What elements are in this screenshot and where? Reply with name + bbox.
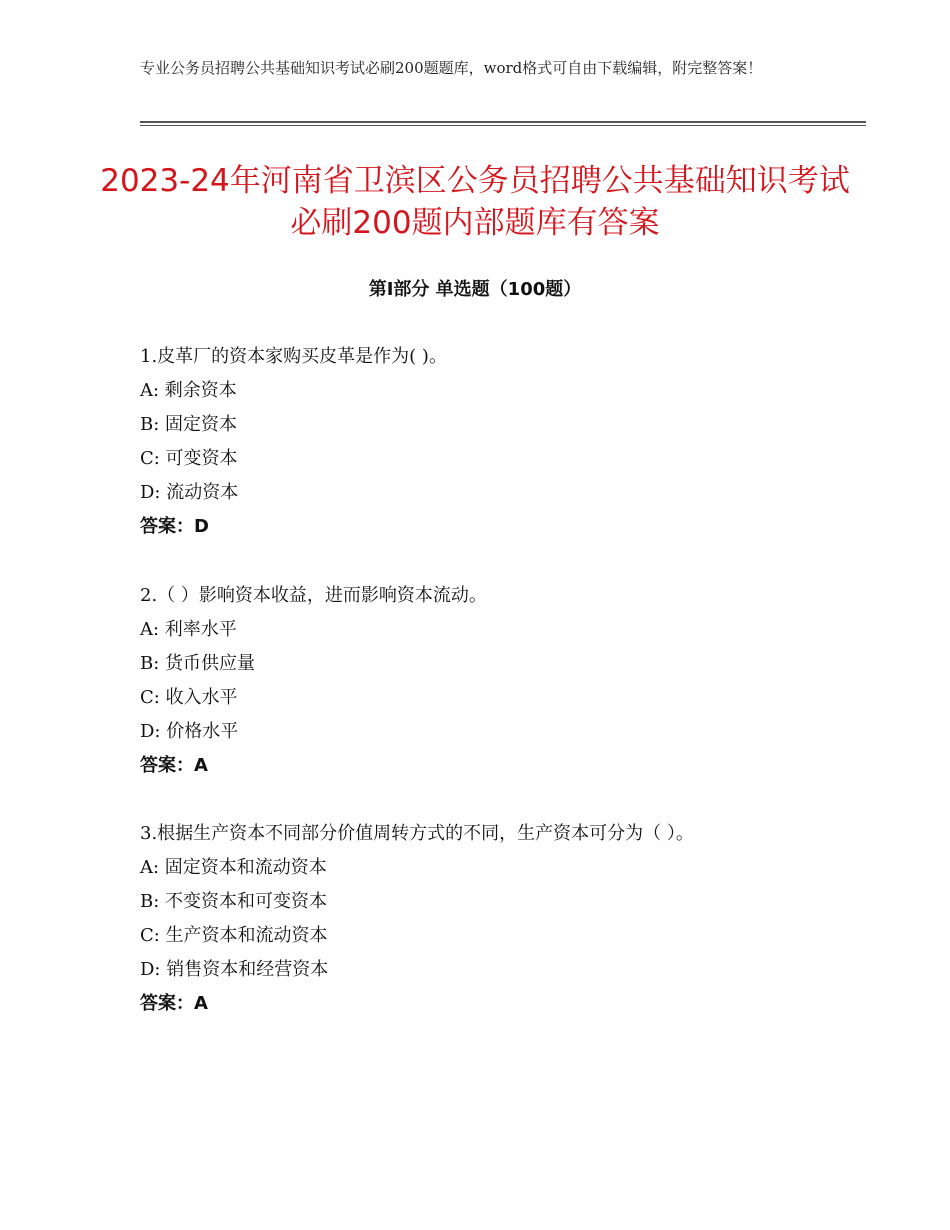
option-b: B: 货币供应量 <box>140 653 256 674</box>
option-d: D: 价格水平 <box>140 721 239 742</box>
header-divider <box>140 121 866 123</box>
question-stem: 3.根据生产资本不同部分价值周转方式的不同，生产资本可分为（ ）。 <box>140 823 694 844</box>
question-1 <box>140 340 840 544</box>
question-3 <box>140 817 840 1021</box>
question-2 <box>140 579 840 783</box>
option-a: A: 固定资本和流动资本 <box>140 857 327 878</box>
option-b: B: 固定资本 <box>140 414 238 435</box>
header-note: 专业公务员招聘公共基础知识考试必刷200题题库，word格式可自由下载编辑，附完整答案！ <box>140 59 763 77</box>
answer: 答案：A <box>140 993 208 1014</box>
question-stem: 1.皮革厂的资本家购买皮革是作为( )。 <box>140 346 447 367</box>
option-c: C: 可变资本 <box>140 448 238 469</box>
answer: 答案：A <box>140 755 208 776</box>
document-title: 2023-24年河南省卫滨区公务员招聘公共基础知识考试必刷200题内部题库有答案 <box>100 163 850 241</box>
option-d: D: 流动资本 <box>140 482 239 503</box>
question-stem: 2.（ ）影响资本收益，进而影响资本流动。 <box>140 585 487 606</box>
header-divider-thin <box>140 125 866 126</box>
option-c: C: 生产资本和流动资本 <box>140 925 328 946</box>
option-a: A: 剩余资本 <box>140 380 237 401</box>
option-a: A: 利率水平 <box>140 619 237 640</box>
option-c: C: 收入水平 <box>140 687 238 708</box>
option-d: D: 销售资本和经营资本 <box>140 959 329 980</box>
answer: 答案：D <box>140 516 209 537</box>
option-b: B: 不变资本和可变资本 <box>140 891 328 912</box>
section-title: 第Ⅰ部分 单选题（100题） <box>368 279 582 300</box>
